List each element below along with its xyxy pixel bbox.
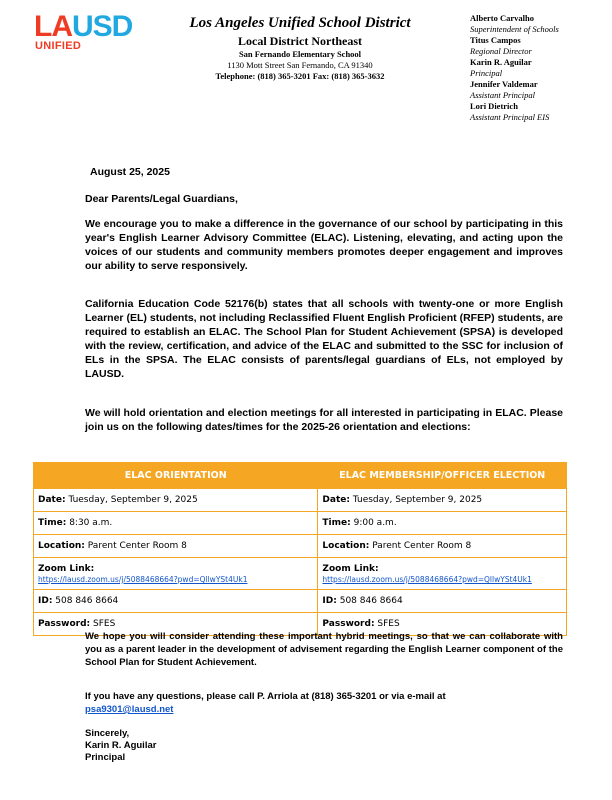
id-label: ID: [38, 596, 53, 606]
orientation-location: Parent Center Room 8 [87, 541, 187, 551]
election-zoom-cell [318, 558, 567, 590]
zoom-label: Zoom Link: [38, 563, 95, 574]
orientation-id: 508 846 8664 [55, 596, 119, 606]
school-address: 1130 Mott Street San Fernando, CA 91340 [227, 60, 373, 70]
election-time: 9:00 a.m. [353, 518, 397, 528]
date-label: Date: [38, 495, 66, 505]
orientation-time-cell [34, 512, 318, 535]
official-title: Assistant Principal [470, 90, 535, 100]
orientation-location-cell [34, 535, 318, 558]
location-label: Location: [38, 541, 85, 551]
official-title: Principal [470, 68, 503, 78]
official-name: Lori Dietrich [470, 101, 518, 111]
time-label: Time: [38, 518, 67, 528]
table-row [34, 558, 567, 590]
orientation-date-cell [34, 489, 318, 512]
letter-date: August 25, 2025 [90, 166, 170, 178]
date-label: Date: [322, 495, 350, 505]
zoom-label: Zoom Link: [322, 563, 379, 574]
lausd-logo [34, 12, 154, 52]
logo-wordmark: LAUSD [34, 10, 133, 43]
local-district-name: Local District Northeast [238, 34, 362, 48]
table-header-row [34, 463, 567, 489]
official-name: Titus Campos [470, 35, 521, 45]
school-phone: Telephone: (818) 365-3201 Fax: (818) 365-3632 [215, 71, 385, 81]
orientation-id-cell [34, 590, 318, 613]
logo-subtitle: UNIFIED [35, 40, 82, 52]
election-date-cell [318, 489, 567, 512]
table-row [34, 590, 567, 613]
paragraph-2: California Education Code 52176(b) states that all schools with twenty-one or more English Learner (EL) students, not including Reclassified Fluent English Proficient (RFEP) students, are required to establish an ELAC. The School Plan for Student Achievement (SPSA) is developed with the review, certification, and advice of the ELAC and submitted to the SSC for inclusion of ELs in the SPSA. The ELAC consists of parents/legal guardians of ELs, not employed by LAUSD. [85, 298, 563, 380]
election-zoom-link[interactable]: https://lausd.zoom.us/j/5088468664?pwd=QllwYSt4Uk1 [322, 574, 532, 584]
official-name: Jennifer Valdemar [470, 79, 538, 89]
table-row [34, 535, 567, 558]
time-label: Time: [322, 518, 351, 528]
election-header: ELAC MEMBERSHIP/OFFICER ELECTION [318, 463, 567, 489]
closing: Sincerely, [85, 728, 130, 739]
orientation-zoom-link[interactable]: https://lausd.zoom.us/j/5088468664?pwd=QllwYSt4Uk1 [38, 574, 248, 584]
closing-block [85, 728, 563, 764]
school-name: San Fernando Elementary School [238, 49, 362, 59]
orientation-zoom-cell [34, 558, 318, 590]
table-row [34, 512, 567, 535]
contact-email-link[interactable]: psa9301@lausd.net [85, 704, 174, 715]
officials-list [470, 13, 610, 123]
election-time-cell [318, 512, 567, 535]
official-name: Alberto Carvalho [470, 13, 534, 23]
password-label: Password: [322, 619, 375, 629]
salutation: Dear Parents/Legal Guardians, [85, 193, 238, 205]
table-row [34, 489, 567, 512]
password-label: Password: [38, 619, 91, 629]
paragraph-1: We encourage you to make a difference in the governance of our school by participating in this year's English Learner Advisory Committee (ELAC). Listening, elevating, and acting upon the voices of our students and community members promotes deeper engagement and improves our ability to serve responsively. [85, 218, 563, 272]
election-id: 508 846 8664 [339, 596, 403, 606]
election-password: SFES [377, 619, 400, 629]
orientation-time: 8:30 a.m. [69, 518, 113, 528]
contact-text: If you have any questions, please call P. Arriola at (818) 365-3201 or via e-mail at [85, 691, 446, 702]
election-date: Tuesday, September 9, 2025 [352, 495, 483, 505]
signer-name: Karin R. Aguilar [85, 740, 157, 751]
letterhead-center [160, 14, 440, 82]
signer-title: Principal [85, 752, 126, 763]
location-label: Location: [322, 541, 370, 551]
district-name: Los Angeles Unified School District [189, 15, 411, 31]
official-title: Superintendent of Schools [470, 24, 559, 34]
election-location-cell [318, 535, 567, 558]
id-label: ID: [322, 596, 337, 606]
orientation-date: Tuesday, September 9, 2025 [68, 495, 198, 505]
election-id-cell [318, 590, 567, 613]
election-location: Parent Center Room 8 [372, 541, 472, 551]
paragraph-4: We hope you will consider attending these important hybrid meetings, so that we can collaborate with you as a parent leader in the development of advisement regarding the English Learner component of the School Plan for Student Achievement. [85, 631, 563, 668]
official-title: Regional Director [470, 46, 532, 56]
meetings-table [33, 462, 567, 636]
orientation-header: ELAC ORIENTATION [34, 463, 318, 489]
official-title: Assistant Principal EIS [470, 112, 550, 122]
orientation-password: SFES [93, 619, 116, 629]
contact-paragraph [85, 690, 563, 716]
official-name: Karin R. Aguilar [470, 57, 532, 67]
paragraph-3: We will hold orientation and election meetings for all interested in participating in ELAC. Please join us on the following dates/times for the 2025-26 orientation and elections: [85, 407, 563, 433]
